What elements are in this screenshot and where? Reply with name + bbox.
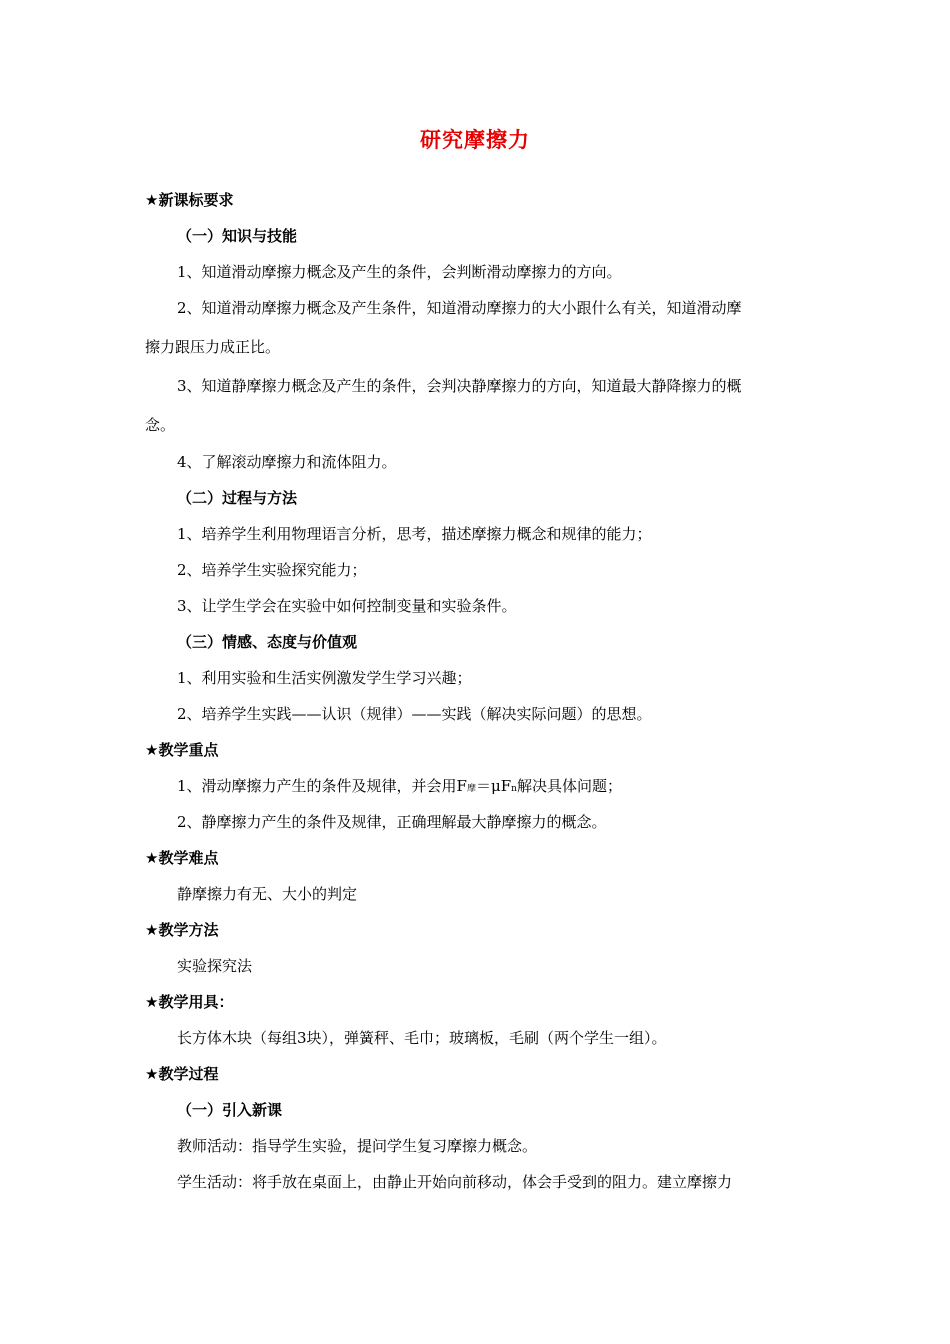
method-item-3: 3、让学生学会在实验中如何控制变量和实验条件。 <box>177 597 517 615</box>
knowledge-item-2-continued: 擦力跟压力成正比。 <box>145 338 281 356</box>
student-activity: 学生活动：将手放在桌面上，由静止开始向前移动，体会手受到的阻力。建立摩擦力 <box>177 1173 733 1191</box>
formula-friction-subscript: 摩 <box>466 784 476 794</box>
heading-difficulty: ★教学难点 <box>145 849 219 867</box>
emotion-item-1: 1、利用实验和生活实例激发学生学习兴趣； <box>177 669 472 687</box>
knowledge-item-2: 2、知道滑动摩擦力概念及产生条件，知道滑动摩擦力的大小跟什么有关，知道滑动摩 <box>177 299 742 317</box>
knowledge-item-1: 1、知道滑动摩擦力概念及产生的条件，会判断滑动摩擦力的方向。 <box>177 263 622 281</box>
method-text: 实验探究法 <box>177 957 253 975</box>
subheading-process-method: （二）过程与方法 <box>177 489 298 507</box>
subheading-knowledge-skills: （一）知识与技能 <box>177 227 298 245</box>
knowledge-item-3: 3、知道静摩擦力概念及产生的条件，会判决静摩擦力的方向，知道最大静降擦力的概 <box>177 377 742 395</box>
subheading-emotion-values: （三）情感、态度与价值观 <box>177 633 358 651</box>
subheading-introduction: （一）引入新课 <box>177 1101 283 1119</box>
emotion-item-2: 2、培养学生实践——认识（规律）——实践（解决实际问题）的思想。 <box>177 705 652 723</box>
difficulty-text: 静摩擦力有无、大小的判定 <box>177 885 358 903</box>
formula-normal-subscript: n <box>511 784 517 794</box>
key-point-2: 2、静摩擦力产生的条件及规律，正确理解最大静摩擦力的概念。 <box>177 813 607 831</box>
formula-mu-normal: ＝μF <box>475 777 512 795</box>
method-item-1: 1、培养学生利用物理语言分析，思考，描述摩擦力概念和规律的能力； <box>177 525 652 543</box>
heading-key-points: ★教学重点 <box>145 741 219 759</box>
heading-tools: ★教学用具： <box>145 993 234 1011</box>
key-point-1 <box>177 776 622 799</box>
knowledge-item-3-continued: 念。 <box>145 416 176 434</box>
tools-text: 长方体木块（每组3块），弹簧秤、毛巾；玻璃板，毛刷（两个学生一组）。 <box>177 1029 667 1047</box>
heading-method: ★教学方法 <box>145 921 219 939</box>
heading-process: ★教学过程 <box>145 1065 219 1083</box>
method-item-2: 2、培养学生实验探究能力； <box>177 561 367 579</box>
knowledge-item-4: 4、了解滚动摩擦力和流体阻力。 <box>177 453 397 471</box>
key-point-1-tail: 解决具体问题； <box>516 777 622 795</box>
document-title: 研究摩擦力 <box>420 128 530 152</box>
teacher-activity: 教师活动：指导学生实验，提问学生复习摩擦力概念。 <box>177 1137 538 1155</box>
key-point-1-text: 1、滑动摩擦力产生的条件及规律，并会用 <box>177 777 457 795</box>
heading-curriculum: ★新课标要求 <box>145 191 234 209</box>
formula-force: F <box>456 777 467 795</box>
